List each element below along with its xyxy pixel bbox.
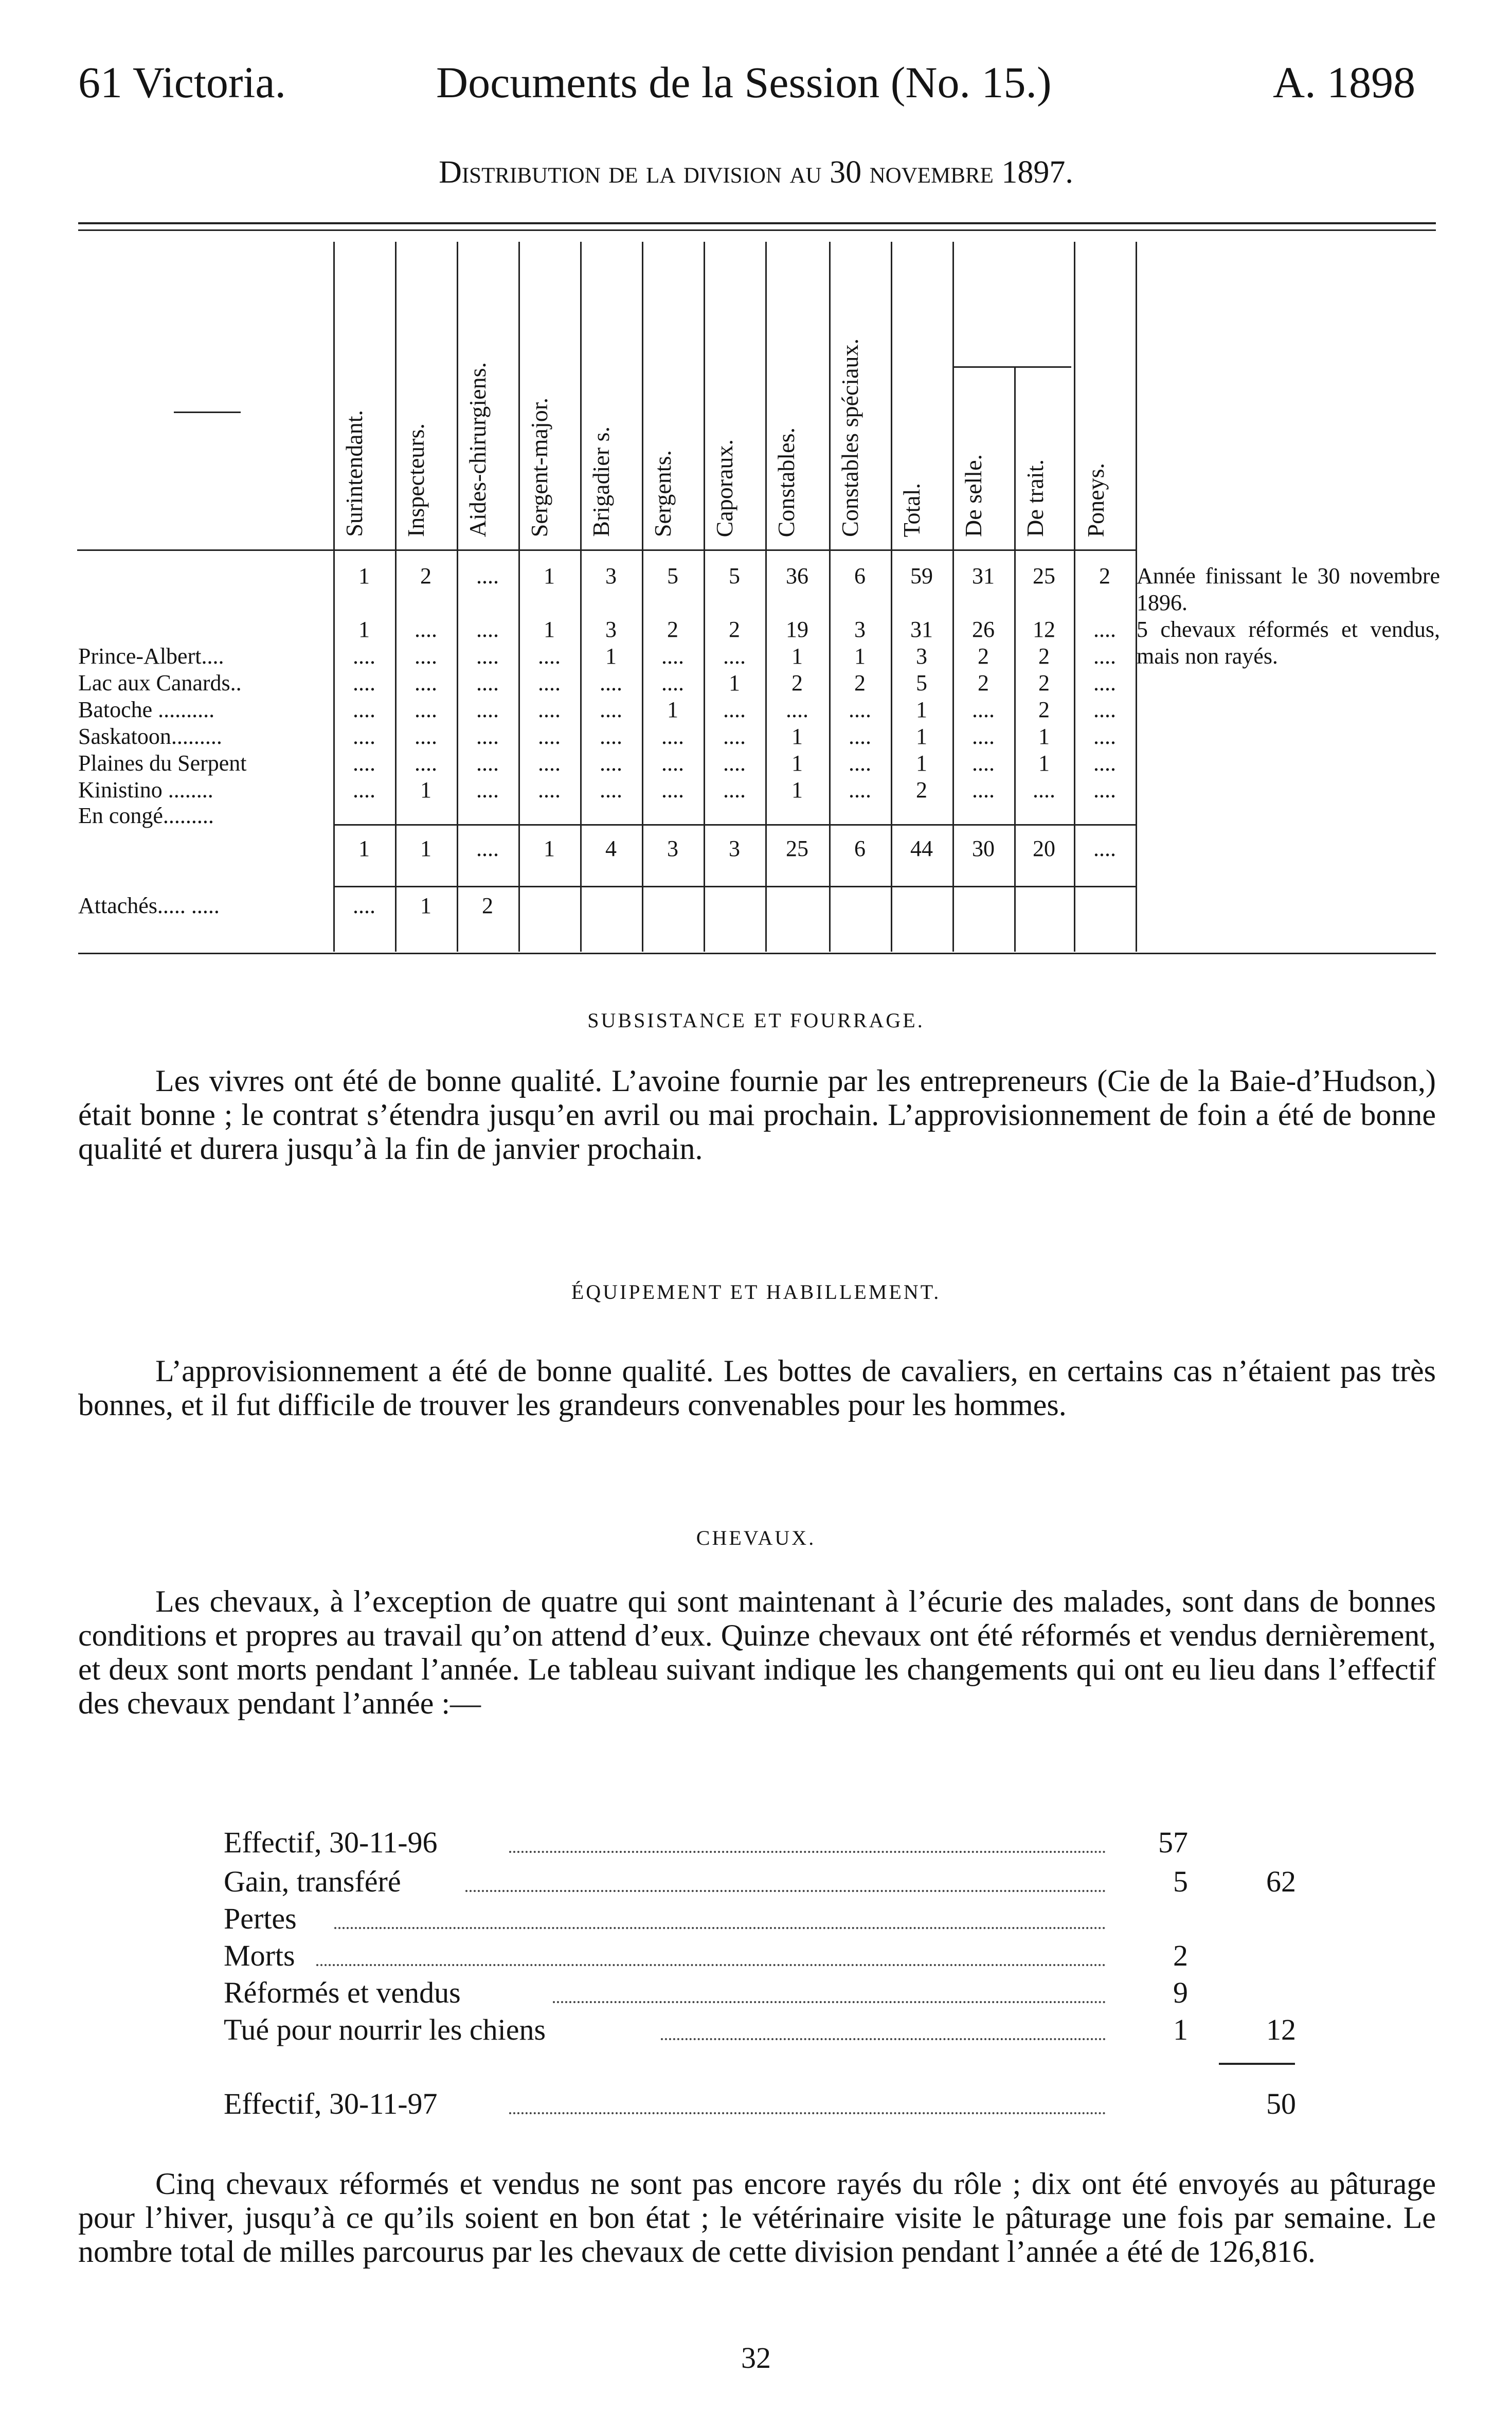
row-label-plaines-du-serpent: Plaines du Serpent: [78, 751, 247, 776]
table-row-cell: ....: [849, 724, 871, 749]
col-sep-4: [580, 242, 582, 952]
table-row-cell: 1: [791, 724, 803, 749]
table-row-cell: ....: [353, 777, 375, 802]
table-top-rule-2: [78, 229, 1436, 231]
header-center: Documents de la Session (No. 15.): [436, 58, 1052, 107]
table-row-cell: ....: [661, 724, 684, 749]
top-row-cell: 59: [910, 563, 933, 588]
table-row-cell: ....: [1093, 670, 1116, 695]
closing-paragraph: Cinq chevaux réformés et vendus ne sont pas encore rayés du rôle ; dix ont été envoyés au pâturage pour l’hiver, jusqu’à ce qu’ils soient en bon état ; le vétérinaire visite le pâturage une fois par semaine. Le nombre total de milles parcourus par les chevaux de cette division pendant l’année a été de 126,816.: [78, 2167, 1436, 2269]
col-header-aides-chirurgiens: Aides-chirurgiens.: [464, 362, 491, 537]
table-row-cell: ....: [661, 644, 684, 669]
table-row-cell: ....: [415, 644, 437, 669]
top-row-cell: 2: [420, 563, 431, 588]
table-row-cell: ....: [415, 724, 437, 749]
table-row-cell: ....: [723, 644, 746, 669]
ledger-label-morts: Morts: [224, 1939, 295, 1972]
col-header-brigadiers: Brigadier s.: [588, 426, 614, 537]
row-label-saskatoon: Saskatoon.........: [78, 724, 222, 749]
second-row-cell: 3: [605, 617, 617, 642]
second-row-cell: 26: [972, 617, 995, 642]
stub-dash: [174, 412, 241, 413]
col-sep-10: [952, 242, 954, 952]
col-sep-9: [891, 242, 892, 952]
row-label-prince-albert: Prince-Albert....: [78, 644, 224, 669]
table-row-cell: 1: [791, 644, 803, 669]
table-row-cell: ....: [353, 724, 375, 749]
col-sep-12: [1074, 242, 1075, 952]
ledger-b-effectif-97: 50: [1266, 2087, 1296, 2120]
second-row-cell: 2: [667, 617, 678, 642]
table-row-cell: 2: [1038, 670, 1050, 695]
table-row-cell: ....: [723, 777, 746, 802]
table-row-cell: ....: [415, 751, 437, 776]
col-header-inspecteurs: Inspecteurs.: [403, 423, 429, 537]
ledger-a-gain: 5: [1173, 1865, 1188, 1898]
ledger-dots: [465, 1890, 1106, 1892]
table-row-cell: ....: [786, 697, 808, 722]
top-row-cell: 6: [854, 563, 866, 588]
ledger-b-tue: 12: [1266, 2013, 1296, 2046]
total-row-cell: 3: [667, 836, 678, 861]
table-bottom-rule: [78, 953, 1436, 954]
table-row-cell: ....: [538, 777, 561, 802]
table-row-cell: 1: [1038, 724, 1050, 749]
table-row-cell: 1: [1038, 751, 1050, 776]
table-row-cell: ....: [661, 670, 684, 695]
section-title-subsistance: SUBSISTANCE ET FOURRAGE.: [587, 1009, 925, 1032]
total-row-cell: 20: [1033, 836, 1055, 861]
attaches-row-cell: 2: [482, 893, 493, 918]
table-row-cell: ....: [1093, 697, 1116, 722]
table-row-cell: ....: [476, 644, 499, 669]
second-row-cell: 1: [544, 617, 555, 642]
table-row-cell: 1: [791, 777, 803, 802]
table-row-cell: ....: [353, 644, 375, 669]
table-row-cell: ....: [476, 670, 499, 695]
table-note-2: 5 chevaux réformés et vendus, mais non rayés.: [1137, 617, 1440, 669]
total-row-cell: ....: [1093, 836, 1116, 861]
table-row-cell: 2: [1038, 644, 1050, 669]
table-row-cell: 1: [854, 644, 866, 669]
ledger-label-effectif-96: Effectif, 30-11-96: [224, 1826, 438, 1859]
col-sep-2: [457, 242, 458, 952]
chevaux-group-rule: [954, 366, 1071, 368]
table-row-cell: ....: [476, 751, 499, 776]
second-row-cell: 31: [910, 617, 933, 642]
ledger-dots: [553, 2001, 1106, 2003]
table-row-cell: ....: [476, 777, 499, 802]
total-row-cell: 3: [729, 836, 740, 861]
table-row-cell: ....: [661, 777, 684, 802]
table-row-cell: ....: [849, 751, 871, 776]
ledger-b-gain: 62: [1266, 1865, 1296, 1898]
col-header-constables: Constables.: [773, 427, 799, 537]
total-row-cell: 25: [786, 836, 808, 861]
total-row-cell: 44: [910, 836, 933, 861]
table-row-cell: ....: [353, 751, 375, 776]
table-row-cell: 2: [978, 644, 989, 669]
col-header-de-trait: De trait.: [1022, 459, 1048, 537]
table-row-cell: 3: [916, 644, 927, 669]
second-row-cell: ....: [415, 617, 437, 642]
table-row-cell: ....: [972, 777, 995, 802]
header-right: A. 1898: [1273, 58, 1416, 107]
table-row-cell: ....: [600, 697, 622, 722]
table-row-cell: ....: [476, 697, 499, 722]
total-row-cell: 1: [420, 836, 431, 861]
col-header-poneys: Poneys.: [1083, 462, 1109, 537]
col-sep-3: [518, 242, 520, 952]
col-sep-6: [704, 242, 705, 952]
top-row-cell: 2: [1099, 563, 1110, 588]
row-label-en-conge: En congé.........: [78, 803, 214, 828]
col-sep-1: [395, 242, 397, 952]
col-header-total: Total.: [898, 483, 925, 537]
table-note-1: Année finissant le 30 novembre 1896.: [1137, 563, 1440, 615]
col-sep-7: [765, 242, 767, 952]
col-sep-11: [1014, 366, 1016, 952]
table-row-cell: 2: [978, 670, 989, 695]
col-header-de-selle: De selle.: [960, 454, 986, 537]
ledger-dots: [334, 1927, 1106, 1929]
table-row-cell: ....: [538, 670, 561, 695]
attaches-rule: [334, 886, 1137, 887]
table-row-cell: 1: [667, 697, 678, 722]
table-row-cell: ....: [538, 697, 561, 722]
table-row-cell: ....: [661, 751, 684, 776]
top-row-cell: 36: [786, 563, 808, 588]
ledger-dots: [316, 1964, 1106, 1966]
header-left: 61 Victoria.: [78, 58, 286, 107]
col-sep-5: [642, 242, 643, 952]
ledger-dots: [509, 2112, 1106, 2114]
table-row-cell: ....: [1093, 724, 1116, 749]
table-row-cell: 2: [1038, 697, 1050, 722]
ledger-sum-rule: [1219, 2063, 1295, 2065]
table-row-cell: ....: [1093, 777, 1116, 802]
ledger-a-reformes: 9: [1173, 1976, 1188, 2009]
top-row-cell: 1: [358, 563, 370, 588]
table-title: Distribution de la division au 30 novembre 1897.: [439, 155, 1073, 190]
table-row-cell: ....: [538, 644, 561, 669]
col-sep-8: [829, 242, 831, 952]
table-row-cell: ....: [1093, 644, 1116, 669]
table-row-cell: ....: [353, 670, 375, 695]
table-row-cell: ....: [849, 777, 871, 802]
table-row-cell: ....: [972, 697, 995, 722]
row-label-batoche: Batoche ..........: [78, 697, 215, 722]
section-text-chevaux: Les chevaux, à l’exception de quatre qui sont maintenant à l’écurie des malades, sont dans de bonnes conditions et propres au travail qu’on attend d’eux. Quinze chevaux ont été réformés et vendus dernièrement, et deux sont morts pendant l’année. Le tableau suivant indique les changements qui ont eu lieu dans l’effectif des chevaux pendant l’année :—: [78, 1584, 1436, 1720]
table-row-cell: ....: [600, 751, 622, 776]
top-row-cell: 5: [729, 563, 740, 588]
total-row-cell: 1: [544, 836, 555, 861]
col-header-caporaux: Caporaux.: [711, 439, 737, 537]
total-row-cell: 4: [605, 836, 617, 861]
table-row-cell: ....: [415, 670, 437, 695]
table-row-cell: ....: [353, 697, 375, 722]
top-row-cell: 1: [544, 563, 555, 588]
top-row-cell: 31: [972, 563, 995, 588]
ledger-label-tue: Tué pour nourrir les chiens: [224, 2013, 546, 2046]
table-row-cell: ....: [600, 724, 622, 749]
table-top-rule: [78, 222, 1436, 224]
table-row-cell: 2: [791, 670, 803, 695]
table-row-cell: ....: [723, 724, 746, 749]
row-label-kinistino: Kinistino ........: [78, 777, 213, 802]
ledger-dots: [661, 2038, 1106, 2040]
ledger-label-reformes: Réformés et vendus: [224, 1976, 461, 2009]
attaches-row-cell: 1: [420, 893, 431, 918]
table-row-cell: ....: [476, 724, 499, 749]
second-row-cell: 19: [786, 617, 808, 642]
total-row-cell: 30: [972, 836, 995, 861]
table-row-cell: ....: [849, 697, 871, 722]
second-row-cell: ....: [1093, 617, 1116, 642]
table-row-cell: ....: [972, 724, 995, 749]
table-row-cell: 1: [420, 777, 431, 802]
col-header-surintendant: Surintendant.: [341, 410, 367, 537]
col-header-constables-speciaux: Constables spéciaux.: [837, 338, 863, 537]
total-rule: [334, 824, 1137, 826]
table-row-cell: ....: [723, 751, 746, 776]
table-row-cell: ....: [600, 777, 622, 802]
table-row-cell: ....: [538, 751, 561, 776]
row-label-attaches: Attachés..... .....: [78, 893, 220, 918]
table-row-cell: ....: [723, 697, 746, 722]
second-row-cell: 12: [1033, 617, 1055, 642]
page-number: 32: [741, 2341, 771, 2375]
ledger-a-tue: 1: [1173, 2013, 1188, 2046]
table-row-cell: 2: [854, 670, 866, 695]
table-row-cell: 1: [916, 751, 927, 776]
top-row-cell: 5: [667, 563, 678, 588]
col-sep-0: [333, 242, 335, 952]
table-row-cell: ....: [1093, 751, 1116, 776]
table-row-cell: ....: [972, 751, 995, 776]
top-row-cell: 25: [1033, 563, 1055, 588]
section-title-equipement: ÉQUIPEMENT ET HABILLEMENT.: [571, 1280, 941, 1304]
section-text-equipement: L’approvisionnement a été de bonne qualité. Les bottes de cavaliers, en certains cas n’étaient pas très bonnes, et il fut difficile de trouver les grandeurs convenables pour les hommes.: [78, 1354, 1436, 1422]
ledger-a-effectif-96: 57: [1158, 1826, 1188, 1859]
attaches-row-cell: ....: [353, 893, 375, 918]
table-row-cell: 2: [916, 777, 927, 802]
second-row-cell: 1: [358, 617, 370, 642]
total-row-cell: 6: [854, 836, 866, 861]
section-title-chevaux: CHEVAUX.: [696, 1526, 816, 1549]
ledger-label-gain: Gain, transféré: [224, 1865, 401, 1898]
table-row-cell: ....: [538, 724, 561, 749]
table-row-cell: 1: [791, 751, 803, 776]
second-row-cell: ....: [476, 617, 499, 642]
table-row-cell: ....: [600, 670, 622, 695]
table-row-cell: 5: [916, 670, 927, 695]
section-text-subsistance: Les vivres ont été de bonne qualité. L’avoine fournie par les entrepreneurs (Cie de la Baie-d’Hudson,) était bonne ; le contrat s’étendra jusqu’en avril ou mai prochain. L’approvisionnement de foin a été de bonne qualité et durera jusqu’à la fin de janvier prochain.: [78, 1064, 1436, 1166]
table-row-cell: ....: [415, 697, 437, 722]
second-row-cell: 3: [854, 617, 866, 642]
table-row-cell: 1: [916, 697, 927, 722]
top-row-cell: 3: [605, 563, 617, 588]
top-row-cell: ....: [476, 563, 499, 588]
ledger-dots: [509, 1851, 1106, 1853]
ledger-a-morts: 2: [1173, 1939, 1188, 1972]
table-row-cell: 1: [729, 670, 740, 695]
second-row-cell: 2: [729, 617, 740, 642]
table-row-cell: 1: [916, 724, 927, 749]
total-row-cell: 1: [358, 836, 370, 861]
col-header-sergents: Sergents.: [650, 450, 676, 537]
ledger-label-effectif-97: Effectif, 30-11-97: [224, 2087, 438, 2120]
row-label-lac-aux-canards: Lac aux Canards..: [78, 670, 242, 695]
ledger-label-pertes: Pertes: [224, 1902, 297, 1935]
col-header-sergent-major: Sergent-major.: [526, 397, 552, 537]
total-row-cell: ....: [476, 836, 499, 861]
table-row-cell: ....: [1033, 777, 1055, 802]
header-bottom-rule: [77, 549, 1137, 551]
table-row-cell: 1: [605, 644, 617, 669]
